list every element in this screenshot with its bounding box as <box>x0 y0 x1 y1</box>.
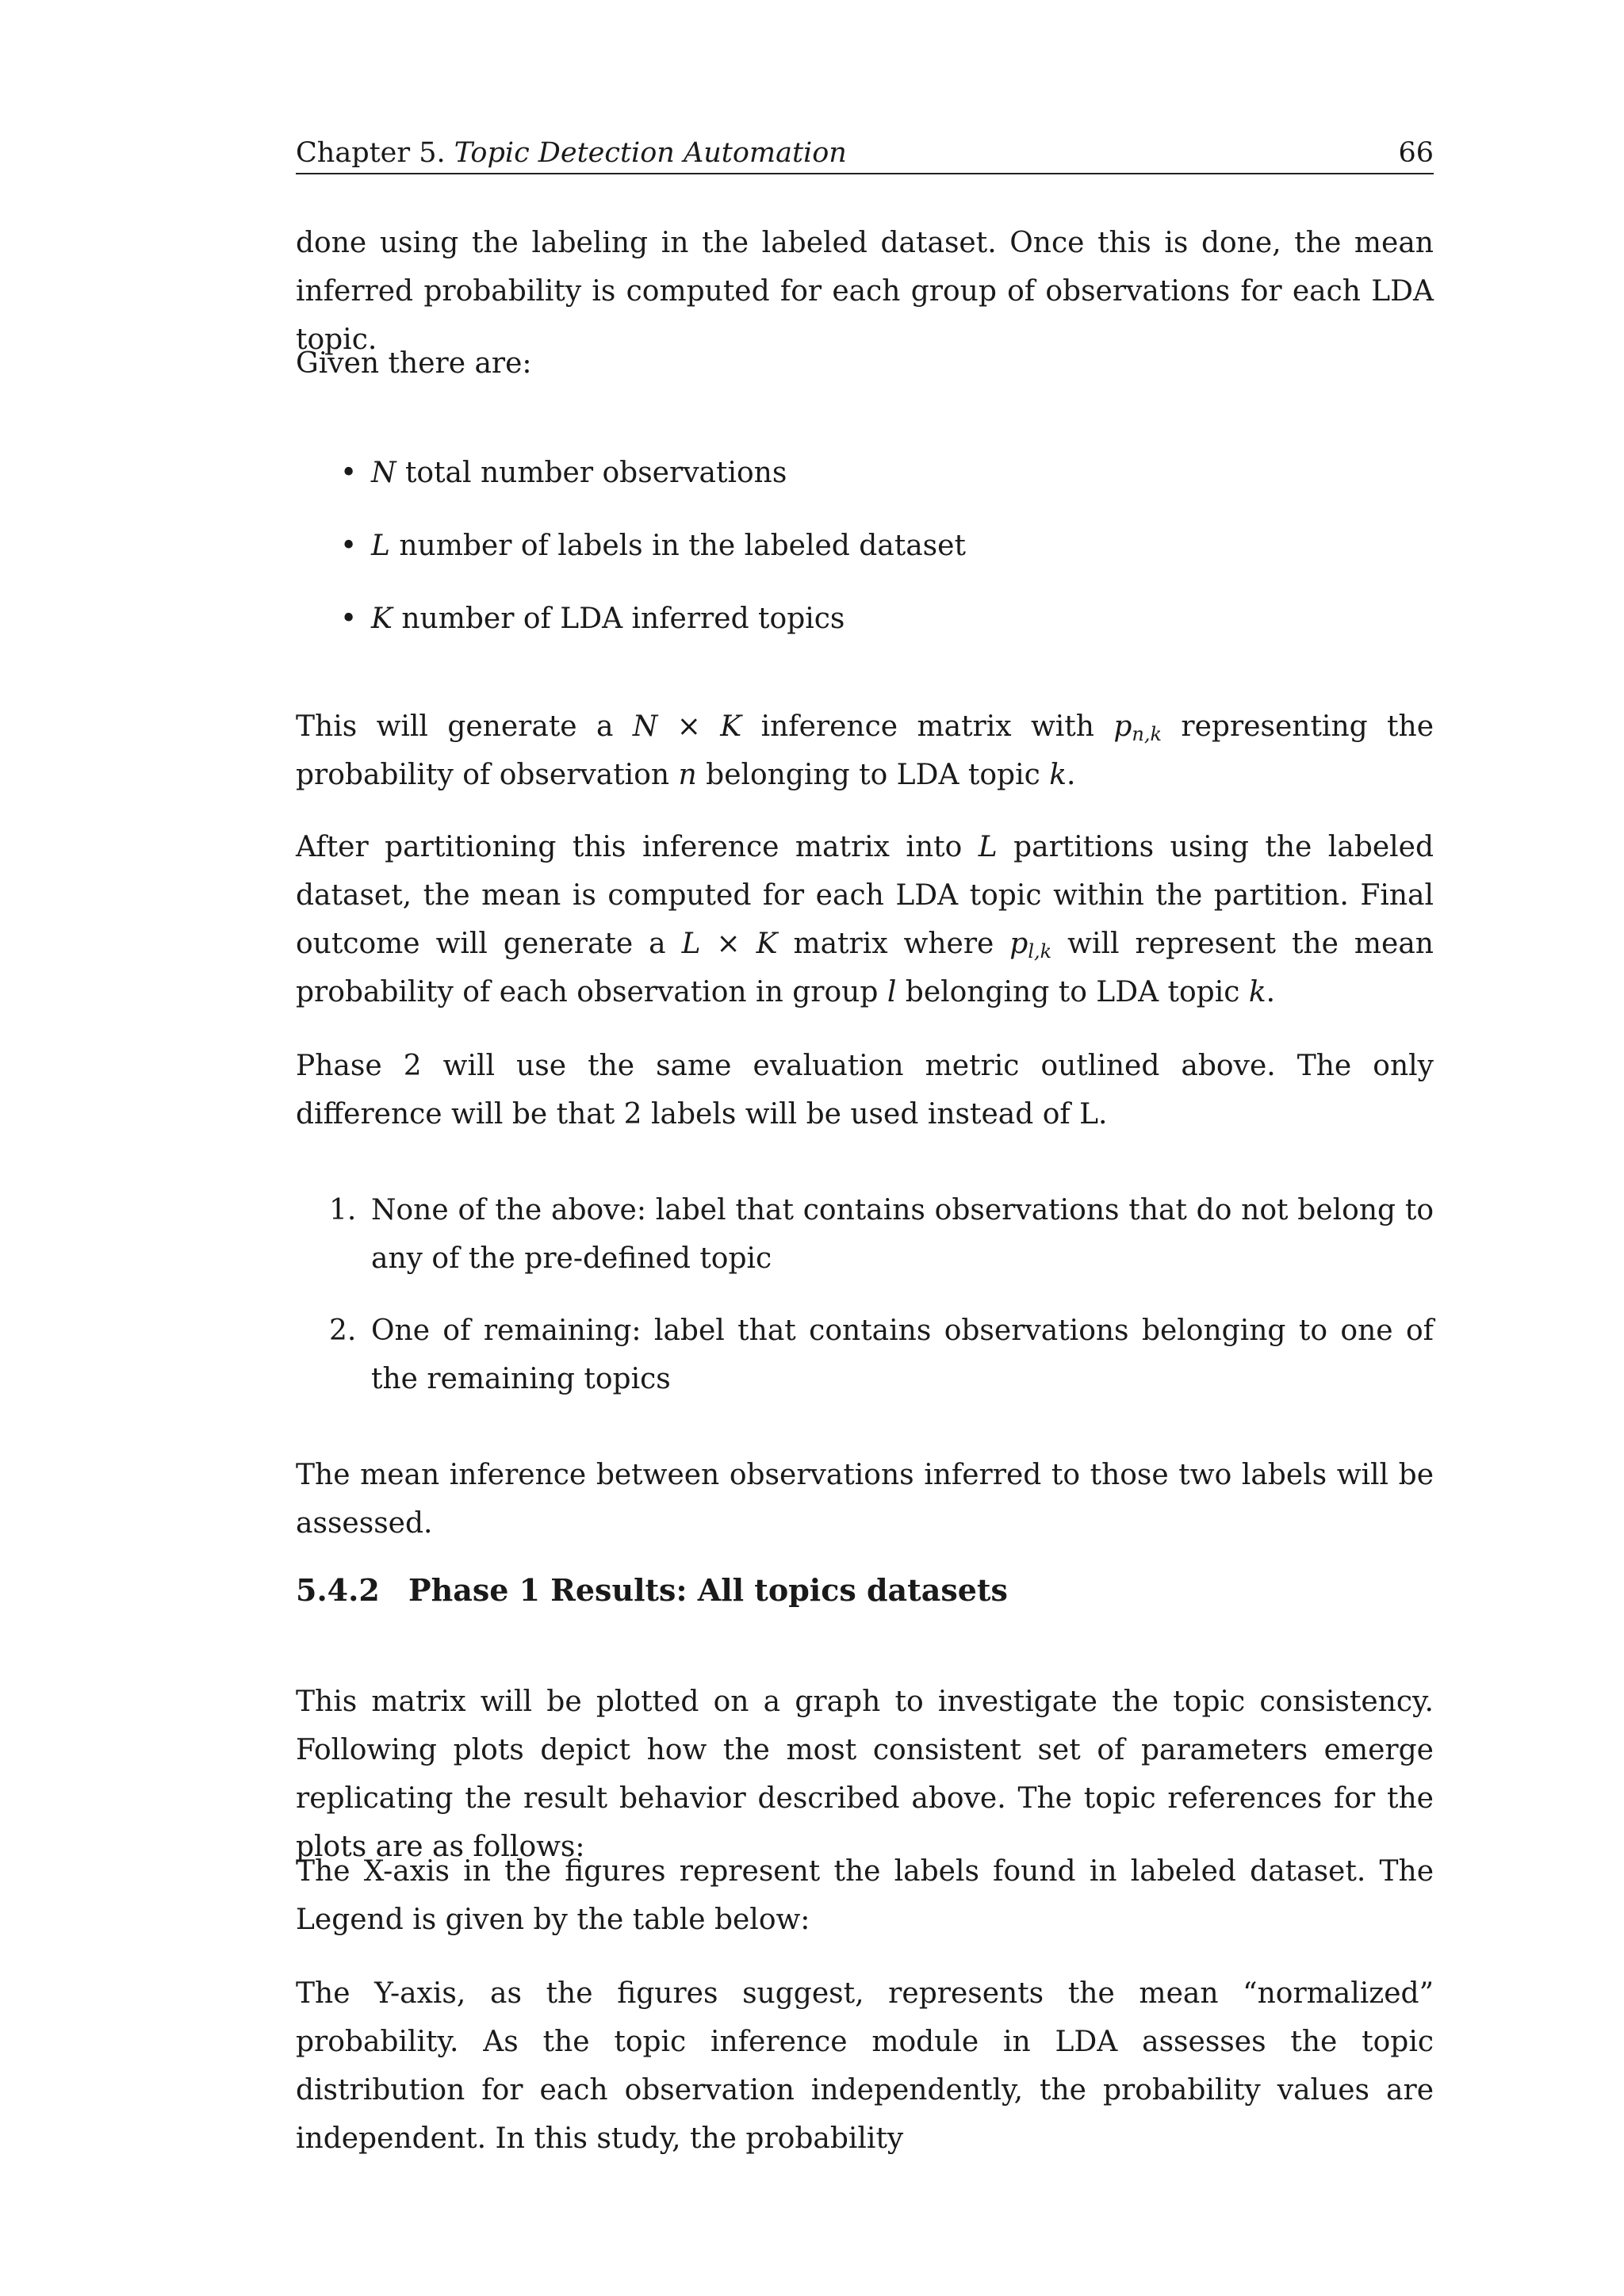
chapter-label <box>296 133 847 173</box>
list-item-text: One of remaining: label that contains observations belonging to one of the remaining topics <box>371 1314 1434 1395</box>
list-item <box>296 1186 1434 1283</box>
list-item <box>296 595 1434 668</box>
paragraph-partitioning: After partitioning this inference matrix into L partitions using the labeled dataset, the mean is computed for each LDA topic within the partition. Final outcome will generate a L × K matrix where $p_{l,k}$ will represent the mean probability of each observation in group l belonging to LDA topic k. <box>296 831 1434 1008</box>
symbol: L <box>371 530 390 562</box>
list-number: 1. <box>329 1194 357 1226</box>
enumerated-list <box>296 1186 1434 1427</box>
bullet-list <box>296 449 1434 668</box>
paragraph-matrix-plot: This matrix will be plotted on a graph to investigate the topic consistency. Following plots depict how the most consistent set of parameters emerge replicating the result behavior described above. The topic references for the plots are as follows: <box>296 1686 1434 1863</box>
list-item-text: None of the above: label that contains observations that do not belong to any of the pre-defined topic <box>371 1194 1434 1275</box>
chapter-title: Topic Detection Automation <box>454 137 847 169</box>
paragraph-x-axis: The X-axis in the figures represent the labels found in labeled dataset. The Legend is given by the table below: <box>296 1855 1434 1936</box>
paragraph-inference-matrix: This will generate a N × K inference matrix with $p_{n,k}$ representing the probability of observation n belonging to LDA topic k. <box>296 710 1434 791</box>
list-item <box>296 1307 1434 1403</box>
section-title: Phase 1 Results: All topics datasets <box>408 1572 1008 1608</box>
list-item-text: total number observations <box>404 457 787 489</box>
list-item <box>296 522 1434 595</box>
section-number: 5.4.2 <box>296 1572 380 1608</box>
list-number: 2. <box>329 1314 357 1347</box>
chapter-prefix: Chapter 5. <box>296 137 446 169</box>
symbol: K <box>371 603 393 635</box>
list-item <box>296 449 1434 522</box>
list-item-text: number of LDA inferred topics <box>401 603 845 635</box>
bullet-icon: • <box>340 603 358 635</box>
paragraph-given: Given there are: <box>296 347 532 380</box>
paragraph-mean-inference: The mean inference between observations inferred to those two labels will be assessed. <box>296 1459 1434 1540</box>
bullet-icon: • <box>340 530 358 562</box>
section-heading <box>296 1567 1434 1614</box>
paragraph-phase-2: Phase 2 will use the same evaluation metric outlined above. The only difference will be that 2 labels will be used instead of L. <box>296 1050 1434 1131</box>
paragraph-1: done using the labeling in the labeled dataset. Once this is done, the mean inferred probability is computed for each group of observations for each LDA topic. <box>296 227 1434 356</box>
list-item-text: number of labels in the labeled dataset <box>399 530 966 562</box>
paragraph-y-axis: The Y-axis, as the figures suggest, represents the mean “normalized” probability. As the topic inference module in LDA assesses the topic distribution for each observation independently, the probability values are independent. In this study, the probability <box>296 1977 1434 2155</box>
page-number: 66 <box>1398 137 1434 169</box>
bullet-icon: • <box>340 457 358 489</box>
symbol: N <box>371 457 396 489</box>
running-header <box>296 133 1434 174</box>
